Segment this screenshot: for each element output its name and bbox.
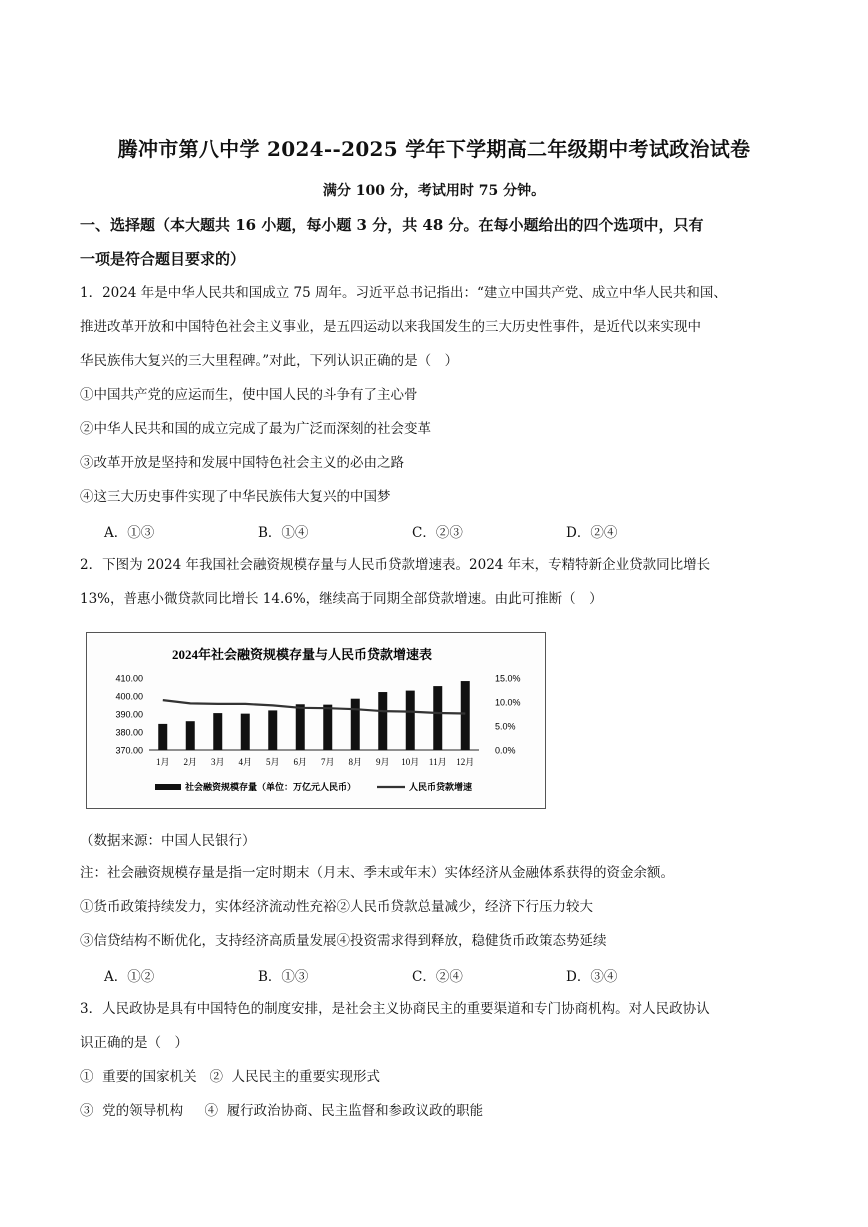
bar-6 [296,704,305,750]
chart-svg [87,633,545,808]
x-tick-label: 11月 [428,757,447,767]
y-left-tick-label: 390.00 [115,709,143,720]
x-tick-label: 10月 [401,757,420,767]
chart-source: （数据来源：中国人民银行） [80,833,256,849]
q2-statement: ③信贷结构不断优化，支持经济高质量发展④投资需求得到释放，稳健货币政策态势延续 [80,933,607,949]
q2-stem-line: 2．下图为 2024 年我国社会融资规模存量与人民币贷款增速表。2024 年末，专精特新企业贷款同比增长 [80,557,711,573]
legend-bar-swatch [155,784,181,790]
q1-stem-line: 1．2024 年是中华人民共和国成立 75 周年。习近平总书记指出：“建立中国共产党、成立中华人民共和国、 [80,285,727,301]
q1-option-a[interactable]: A．①③ [104,525,155,541]
y-right-tick-label: 5.0% [495,721,516,732]
section-heading-cont: 一项是符合题目要求的） [80,250,246,268]
bar-2 [186,721,195,750]
legend-line-label: 人民币贷款增速 [409,782,473,792]
x-tick-label: 9月 [375,757,390,767]
x-tick-label: 2月 [183,757,198,767]
q1-option-b[interactable]: B．①④ [258,525,309,541]
legend-bar-label: 社会融资规模存量（单位：万亿元人民币） [185,782,357,792]
q1-stem-line: 华民族伟大复兴的三大里程碑。”对此，下列认识正确的是（ ） [80,353,459,369]
y-right-tick-label: 10.0% [495,697,521,708]
q1-options [104,521,720,541]
q2-option-a[interactable]: A．①② [104,969,155,985]
q1-option-d[interactable]: D．②④ [566,525,618,541]
bar-11 [433,686,442,750]
x-tick-label: 3月 [210,757,225,767]
q1-statement: ②中华人民共和国的成立完成了最为广泛而深刻的社会变革 [80,421,431,437]
bar-9 [378,692,387,750]
q1-statement: ④这三大历史事件实现了中华民族伟大复兴的中国梦 [80,489,391,505]
bar-1 [158,724,167,750]
y-right-tick-label: 0.0% [495,745,516,756]
page-subtitle: 满分 100 分，考试用时 75 分钟。 [322,183,546,199]
loan-growth-chart [86,632,546,809]
y-left-tick-label: 370.00 [115,745,143,756]
x-tick-label: 12月 [456,757,475,767]
y-right-tick-label: 15.0% [495,673,521,684]
bar-10 [406,691,415,750]
q3-statement: ③ 党的领导机构 ④ 履行政治协商、民主监督和参政议政的职能 [80,1103,484,1119]
x-tick-label: 7月 [320,757,335,767]
q3-stem-line: 3．人民政协是具有中国特色的制度安排，是社会主义协商民主的重要渠道和专门协商机构。对人民政协认 [80,1001,710,1017]
x-tick-label: 1月 [155,757,170,767]
bar-8 [351,699,360,750]
bar-12 [461,681,470,750]
x-tick-label: 6月 [293,757,308,767]
q1-statement: ③改革开放是坚持和发展中国特色社会主义的必由之路 [80,455,404,471]
q2-option-d[interactable]: D．③④ [566,969,618,985]
x-tick-label: 4月 [238,757,253,767]
q2-statement: ①货币政策持续发力，实体经济流动性充裕②人民币贷款总量减少，经济下行压力较大 [80,899,593,915]
q1-stem-line: 推进改革开放和中国特色社会主义事业，是五四运动以来我国发生的三大历史性事件，是近代以来实现中 [80,319,701,335]
q2-option-b[interactable]: B．①③ [258,969,309,985]
y-left-tick-label: 410.00 [115,673,143,684]
bar-5 [268,710,277,750]
q1-option-c[interactable]: C．②③ [412,525,463,541]
q1-statement: ①中国共产党的应运而生，使中国人民的斗争有了主心骨 [80,387,418,403]
page-title: 腾冲市第八中学 2024--2025 学年下学期高二年级期中考试政治试卷 [117,137,751,161]
bar-7 [323,705,332,750]
bar-3 [213,713,222,750]
loan-growth-line [163,700,466,713]
chart-title: 2024年社会融资规模存量与人民币贷款增速表 [171,647,433,662]
y-left-tick-label: 400.00 [115,691,143,702]
bar-4 [241,714,250,750]
q3-stem-line: 识正确的是（ ） [80,1035,188,1051]
q3-statement: ① 重要的国家机关 ② 人民民主的重要实现形式 [80,1069,381,1085]
q2-options [104,965,720,985]
q2-stem-line: 13%，普惠小微贷款同比增长 14.6%，继续高于同期全部贷款增速。由此可推断（ ） [80,591,603,607]
section-heading: 一、选择题（本大题共 16 小题，每小题 3 分，共 48 分。在每小题给出的四个选项中，只有 [80,216,704,234]
q2-option-c[interactable]: C．②④ [412,969,463,985]
y-left-tick-label: 380.00 [115,727,143,738]
x-tick-label: 5月 [265,757,280,767]
x-tick-label: 8月 [348,757,363,767]
q2-note: 注：社会融资规模存量是指一定时期末（月末、季末或年末）实体经济从金融体系获得的资金余额。 [80,865,674,881]
